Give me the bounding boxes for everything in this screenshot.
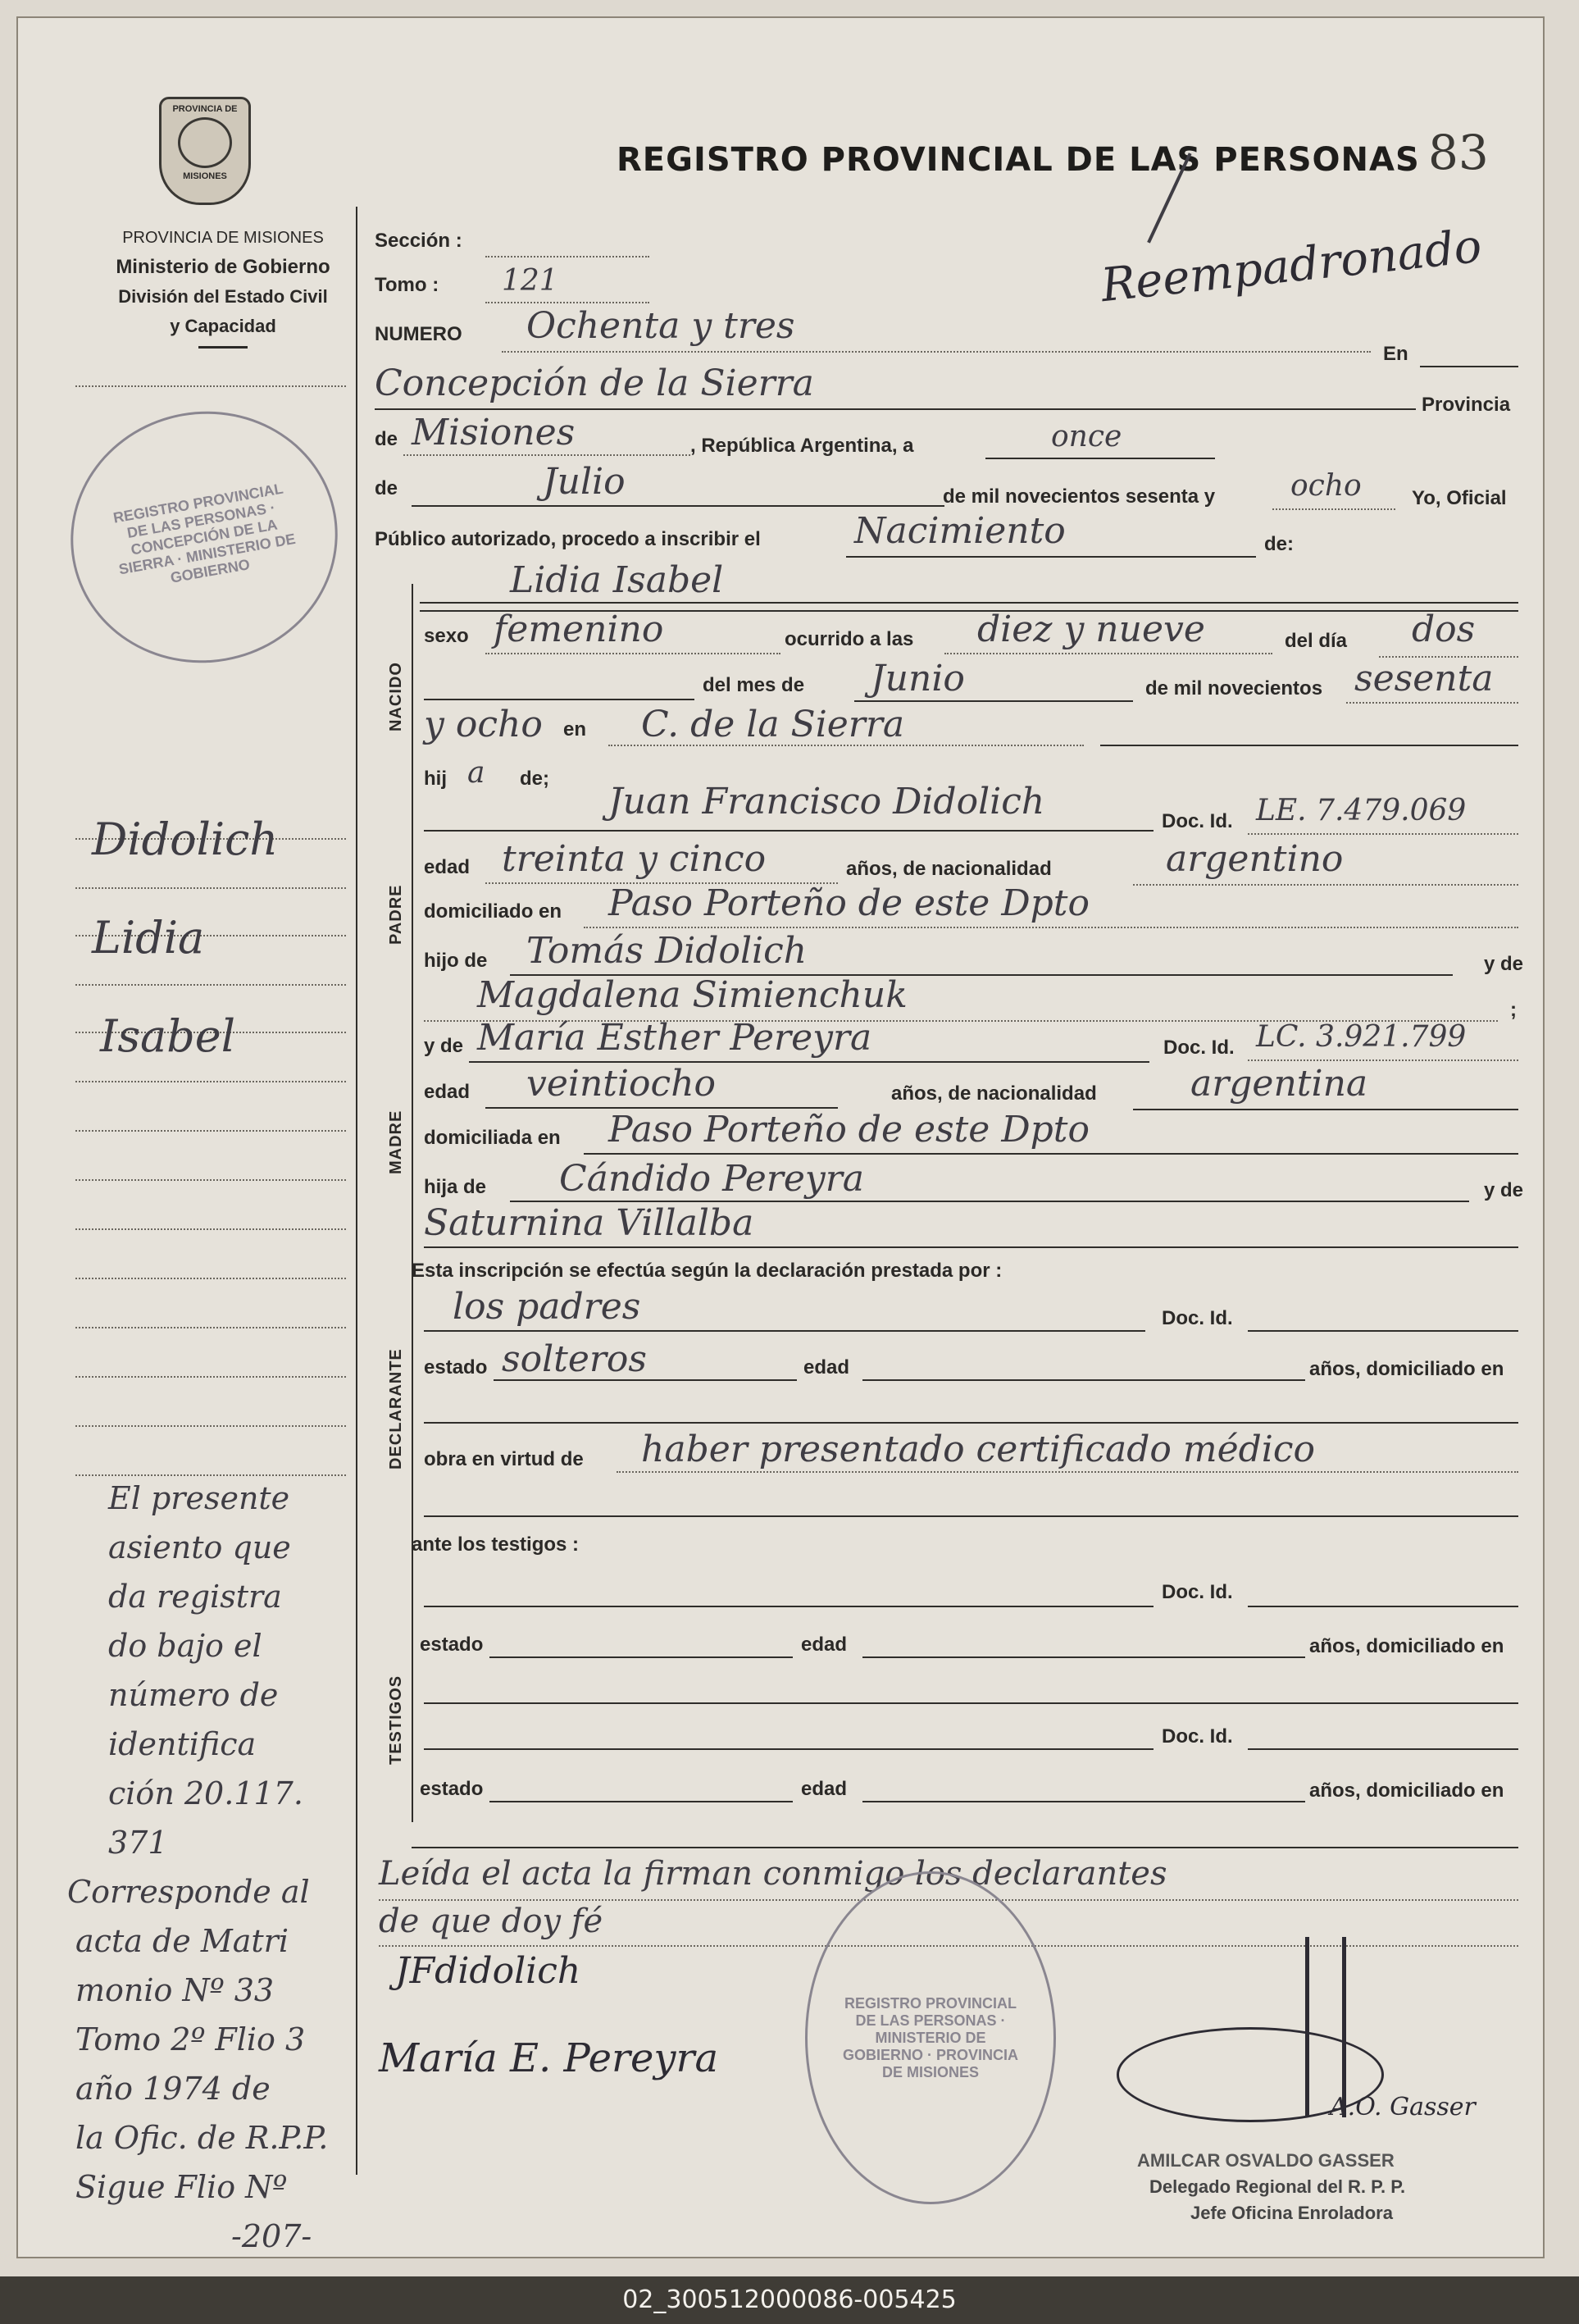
province-crest bbox=[159, 97, 251, 205]
ocurrido-label: ocurrido a las bbox=[785, 628, 914, 650]
declarante-line bbox=[424, 1330, 1145, 1332]
anio-nac-line-1 bbox=[1346, 702, 1518, 704]
declarante-dom-line bbox=[424, 1422, 1518, 1424]
padre-edad-value: treinta y cinco bbox=[502, 838, 767, 880]
madre-nac-value: argentina bbox=[1190, 1063, 1368, 1105]
numero-value: Ochenta y tres bbox=[526, 305, 795, 347]
padre-madre-value: Magdalena Simienchuk bbox=[477, 974, 908, 1016]
padre-edad-label: edad bbox=[424, 856, 471, 878]
sidebar-second-name: Isabel bbox=[100, 1010, 236, 1062]
padre-nac-value: argentino bbox=[1166, 838, 1344, 880]
lugar-line bbox=[375, 408, 1416, 410]
madre-nombre-value: María Esther Pereyra bbox=[477, 1017, 872, 1059]
padre-doc-line bbox=[1248, 833, 1518, 835]
padre-nombre-value: Juan Francisco Didolich bbox=[608, 781, 1045, 823]
testigo-2-doc-line bbox=[1248, 1748, 1518, 1750]
edad-line bbox=[862, 1379, 1305, 1381]
seccion-line bbox=[485, 256, 649, 257]
testigo-2-estado-label: estado bbox=[420, 1778, 484, 1800]
declarante-label: DECLARANTE bbox=[387, 1348, 405, 1470]
padre-anios-label: años, de nacionalidad bbox=[846, 858, 1052, 880]
declarante-value: los padres bbox=[453, 1286, 641, 1328]
provincia-label: Provincia bbox=[1422, 394, 1511, 416]
mil-novecientos-label-2: de mil novecientos bbox=[1145, 677, 1323, 699]
sexo-value: femenino bbox=[494, 608, 664, 650]
seal-bottom-text: REGISTRO PROVINCIAL DE LAS PERSONAS · MINISTERIO DE GOBIERNO · PROVINCIA DE MISIONES bbox=[842, 1994, 1018, 2080]
madre-madre-line bbox=[424, 1246, 1518, 1248]
note-line: año 1974 de bbox=[75, 2071, 271, 2107]
publico-label: Público autorizado, procedo a inscribir el bbox=[375, 528, 761, 550]
padre-semicolon: ; bbox=[1510, 999, 1517, 1021]
sidebar-rule bbox=[75, 1376, 346, 1378]
padre-dom-label: domiciliado en bbox=[424, 900, 562, 923]
dia-value: once bbox=[1051, 420, 1122, 453]
testigo-2-doc-label: Doc. Id. bbox=[1162, 1725, 1233, 1748]
en-line bbox=[1420, 366, 1518, 367]
padre-nac-line bbox=[1133, 884, 1518, 886]
registry-seal-left bbox=[51, 390, 357, 684]
sidebar-first-name: Lidia bbox=[92, 912, 205, 964]
note-line: Sigue Flio Nº bbox=[75, 2169, 288, 2205]
anio-value: ocho bbox=[1290, 469, 1362, 503]
padre-hijo-label: hijo de bbox=[424, 950, 488, 972]
crest-text-top: PROVINCIA DE bbox=[172, 104, 238, 114]
madre-dom-label: domiciliada en bbox=[424, 1127, 561, 1149]
note-line: do bajo el bbox=[108, 1628, 262, 1664]
sidebar-rule bbox=[75, 984, 346, 986]
de-semicolon-label: de; bbox=[520, 768, 549, 790]
estado-value: solteros bbox=[502, 1338, 647, 1380]
hij-suffix-value: a bbox=[467, 756, 485, 790]
padre-doc-label: Doc. Id. bbox=[1162, 810, 1233, 832]
madre-edad-label: edad bbox=[424, 1081, 471, 1103]
provincia-value: Misiones bbox=[412, 412, 576, 453]
ministry-block bbox=[75, 223, 371, 353]
sexo-line bbox=[485, 653, 780, 654]
sidebar-rule bbox=[75, 385, 346, 387]
note-line: Tomo 2º Flio 3 bbox=[75, 2021, 306, 2057]
republica-label: , República Argentina, a bbox=[690, 435, 914, 457]
note-line: asiento que bbox=[108, 1529, 291, 1565]
del-dia-label: del día bbox=[1285, 630, 1348, 652]
page-title: REGISTRO PROVINCIAL DE LAS PERSONAS bbox=[617, 141, 1420, 179]
mes-value: Julio bbox=[543, 461, 626, 503]
lugar-value: Concepción de la Sierra bbox=[375, 362, 814, 404]
testigo-1-edad-label: edad bbox=[801, 1634, 848, 1656]
margin-note bbox=[67, 1474, 371, 2261]
ministry-line-4: y Capacidad bbox=[170, 316, 276, 336]
testigos-divider bbox=[412, 1568, 413, 1822]
sexo-label: sexo bbox=[424, 625, 469, 647]
note-line: -207- bbox=[231, 2218, 312, 2254]
mes-nac-line bbox=[854, 700, 1133, 702]
padre-label: PADRE bbox=[387, 884, 405, 945]
sidebar-rule bbox=[75, 1081, 346, 1082]
signature-mother: María E. Pereyra bbox=[379, 2035, 719, 2081]
de-colon-label: de: bbox=[1264, 533, 1294, 555]
official-office: Jefe Oficina Enroladora bbox=[1190, 2203, 1393, 2223]
testigo-1-estado-label: estado bbox=[420, 1634, 484, 1656]
sidebar-rule bbox=[75, 1130, 346, 1132]
madre-doc-label: Doc. Id. bbox=[1163, 1037, 1235, 1059]
lugar-nac-line bbox=[608, 745, 1084, 746]
padre-dom-line bbox=[584, 927, 1518, 928]
ministry-line-1: PROVINCIA DE MISIONES bbox=[122, 229, 324, 247]
en-label-lower: en bbox=[563, 718, 587, 740]
sidebar-rule bbox=[75, 1228, 346, 1230]
mes-nac-value: Junio bbox=[871, 658, 965, 699]
tomo-value: 121 bbox=[502, 264, 558, 298]
madre-hija-label: hija de bbox=[424, 1176, 487, 1198]
note-line: la Ofic. de R.P.P. bbox=[75, 2120, 329, 2156]
dia-line bbox=[985, 458, 1215, 459]
provincia-line bbox=[403, 454, 690, 456]
madre-y-de-label-2: y de bbox=[1484, 1179, 1524, 1201]
testigo-1-edad-line bbox=[862, 1656, 1305, 1658]
sidebar-surname: Didolich bbox=[92, 813, 279, 865]
anio-line bbox=[1272, 508, 1395, 510]
note-line: acta de Matri bbox=[75, 1923, 289, 1959]
padre-y-de-label: y de bbox=[1484, 953, 1524, 975]
testigo-2-dom-line bbox=[412, 1847, 1518, 1848]
de-label-2: de bbox=[375, 477, 398, 499]
register-sheet bbox=[16, 16, 1545, 2258]
official-role: Delegado Regional del R. P. P. bbox=[1149, 2176, 1406, 2197]
blank-line bbox=[424, 699, 694, 700]
note-line: 371 bbox=[108, 1825, 168, 1861]
inscripcion-label: Esta inscripción se efectúa según la declaración prestada por : bbox=[412, 1260, 1003, 1282]
estado-label: estado bbox=[424, 1356, 488, 1378]
signature-official: A.O. Gasser bbox=[1330, 2093, 1476, 2121]
numero-line bbox=[502, 351, 1371, 353]
scan-caption: 02_300512000086-005425 bbox=[0, 2276, 1579, 2324]
de-label: de bbox=[375, 428, 398, 450]
signature-father: JFdidolich bbox=[395, 1950, 581, 1992]
obra-label: obra en virtud de bbox=[424, 1448, 584, 1470]
mil-novecientos-label: de mil novecientos sesenta y bbox=[943, 485, 1216, 508]
inscribir-line bbox=[846, 556, 1256, 558]
madre-hija-value: Cándido Pereyra bbox=[559, 1158, 864, 1200]
madre-doc-line bbox=[1248, 1059, 1518, 1061]
note-line: da registra bbox=[108, 1579, 282, 1615]
sidebar-rule bbox=[75, 1327, 346, 1328]
dia-nac-value: dos bbox=[1412, 608, 1476, 650]
declarante-doc-line bbox=[1248, 1330, 1518, 1332]
note-line: Corresponde al bbox=[67, 1874, 310, 1910]
seccion-label: Sección : bbox=[375, 230, 462, 252]
nacido-label: NACIDO bbox=[387, 662, 405, 731]
madre-dom-value: Paso Porteño de este Dpto bbox=[608, 1109, 1090, 1151]
ministry-line-3: División del Estado Civil bbox=[118, 286, 328, 307]
testigo-1-dom-line bbox=[424, 1702, 1518, 1704]
estado-line bbox=[494, 1379, 797, 1381]
padre-doc-value: LE. 7.479.069 bbox=[1256, 794, 1467, 827]
padre-nombre-line bbox=[424, 830, 1154, 832]
tomo-label: Tomo : bbox=[375, 274, 439, 296]
testigo-1-anios-label: años, domiciliado en bbox=[1309, 1635, 1504, 1657]
hora-value: diez y nueve bbox=[977, 608, 1205, 650]
lugar-nac-value: C. de la Sierra bbox=[641, 704, 905, 745]
madre-label: MADRE bbox=[387, 1110, 405, 1174]
anios-dom-label: años, domiciliado en bbox=[1309, 1358, 1504, 1380]
official-signature-stroke bbox=[1305, 1937, 1346, 2117]
del-mes-label: del mes de bbox=[703, 674, 805, 696]
official-name: AMILCAR OSVALDO GASSER bbox=[1137, 2150, 1395, 2171]
testigo-1-line bbox=[424, 1606, 1154, 1607]
hora-line bbox=[944, 653, 1272, 654]
edad-label: edad bbox=[803, 1356, 850, 1378]
nombre-value: Lidia Isabel bbox=[510, 559, 724, 601]
testigo-2-estado-line bbox=[489, 1801, 793, 1802]
hij-label: hij bbox=[424, 768, 447, 790]
crest-emblem-icon bbox=[178, 117, 232, 168]
declarante-doc-label: Doc. Id. bbox=[1162, 1307, 1233, 1329]
inscribir-value: Nacimiento bbox=[854, 510, 1066, 552]
cierre-line-2: de que doy fé bbox=[379, 1902, 603, 1940]
tomo-line bbox=[485, 302, 649, 303]
section-divider bbox=[412, 584, 413, 1634]
madre-dom-line bbox=[584, 1153, 1518, 1155]
ministry-line-2: Ministerio de Gobierno bbox=[116, 256, 330, 278]
crest-text-bottom: MISIONES bbox=[183, 171, 227, 181]
sidebar-rule bbox=[75, 1278, 346, 1279]
reempadronado-annotation: Reempadronado bbox=[1098, 219, 1485, 313]
testigo-1-estado-line bbox=[489, 1656, 793, 1658]
testigo-2-line bbox=[424, 1748, 1154, 1750]
madre-edad-value: veintiocho bbox=[526, 1063, 717, 1105]
testigo-2-anios-label: años, domiciliado en bbox=[1309, 1779, 1504, 1802]
seal-left-text: REGISTRO PROVINCIAL DE LAS PERSONAS · CONCEPCIÓN DE LA SIERRA · MINISTERIO DE GOBIERNO bbox=[111, 480, 297, 586]
page-number: 83 bbox=[1428, 125, 1489, 180]
sidebar-rule bbox=[75, 1179, 346, 1181]
note-line: ción 20.117. bbox=[108, 1775, 303, 1811]
obra-line bbox=[617, 1471, 1518, 1473]
madre-madre-value: Saturnina Villalba bbox=[424, 1202, 754, 1244]
ante-testigos-label: ante los testigos : bbox=[412, 1533, 580, 1556]
padre-dom-value: Paso Porteño de este Dpto bbox=[608, 882, 1090, 924]
sidebar-rule bbox=[75, 1425, 346, 1427]
ministry-divider bbox=[198, 346, 248, 349]
obra-line-2 bbox=[424, 1515, 1518, 1517]
testigo-2-edad-label: edad bbox=[801, 1778, 848, 1800]
mes-line bbox=[412, 505, 944, 507]
cierre-line-1: Leída el acta la firman conmigo los declarantes bbox=[379, 1855, 1167, 1893]
note-line: número de bbox=[108, 1677, 279, 1713]
note-line: El presente bbox=[108, 1480, 290, 1516]
anio-nac-value-2: y ocho bbox=[424, 704, 543, 745]
note-line: monio Nº 33 bbox=[75, 1972, 275, 2008]
nombre-line bbox=[420, 602, 1518, 604]
madre-nac-line bbox=[1133, 1109, 1518, 1110]
padre-hijo-value: Tomás Didolich bbox=[526, 930, 808, 972]
yo-oficial-label: Yo, Oficial bbox=[1412, 487, 1507, 509]
testigo-1-doc-line bbox=[1248, 1606, 1518, 1607]
sidebar-rule bbox=[75, 887, 346, 889]
testigo-1-doc-label: Doc. Id. bbox=[1162, 1581, 1233, 1603]
madre-y-de-label: y de bbox=[424, 1035, 464, 1057]
madre-anios-label: años, de nacionalidad bbox=[891, 1082, 1097, 1105]
registry-seal-bottom bbox=[805, 1871, 1056, 2204]
anio-nac-value-1: sesenta bbox=[1354, 658, 1494, 699]
lugar-nac-line-2 bbox=[1100, 745, 1518, 746]
testigos-label: TESTIGOS bbox=[387, 1675, 405, 1765]
numero-label: NUMERO bbox=[375, 323, 462, 345]
note-line: identifica bbox=[108, 1726, 257, 1762]
obra-value: haber presentado certificado médico bbox=[641, 1429, 1316, 1470]
en-label: En bbox=[1383, 343, 1408, 365]
madre-doc-value: LC. 3.921.799 bbox=[1256, 1020, 1467, 1054]
testigo-2-edad-line bbox=[862, 1801, 1305, 1802]
